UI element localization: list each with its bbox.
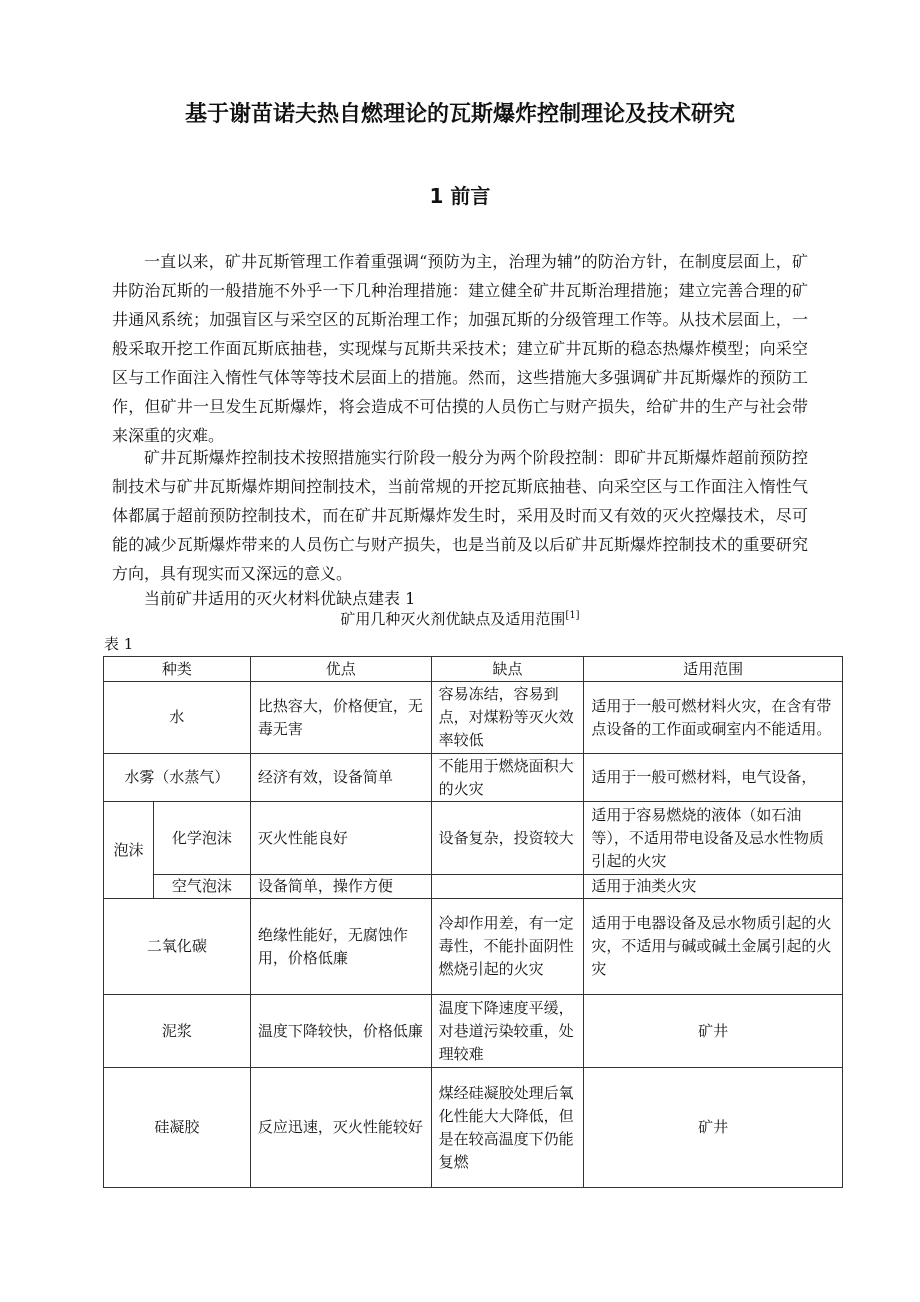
cons-cell: 煤经硅凝胶处理后氧化性能大大降低，但是在较高温度下仍能复燃	[431, 1068, 584, 1188]
scope-cell: 适用于容易燃烧的液体（如石油等），不适用带电设备及忌水性物质引起的火灾	[584, 802, 843, 875]
header-type: 种类	[104, 657, 251, 682]
table-row	[104, 899, 843, 995]
scope-cell: 矿井	[584, 1068, 843, 1188]
cons-cell: 设备复杂，投资较大	[431, 802, 584, 875]
group-cell: 泡沫	[104, 802, 154, 899]
table-caption-text: 矿用几种灭火剂优缺点及适用范围	[340, 610, 566, 628]
citation-ref: [1]	[565, 610, 580, 621]
header-pros: 优点	[250, 657, 431, 682]
paragraph-3: 当前矿井适用的灭火材料优缺点建表 1	[144, 589, 416, 608]
document-title: 基于谢苗诺夫热自燃理论的瓦斯爆炸控制理论及技术研究	[184, 102, 735, 127]
pros-cell: 绝缘性能好，无腐蚀作用，价格低廉	[250, 899, 431, 995]
paragraph-2: 矿井瓦斯爆炸控制技术按照措施实行阶段一般分为两个阶段控制：即矿井瓦斯爆炸超前预防控制技术与矿井瓦斯爆炸期间控制技术，当前常规的开挖瓦斯底抽巷、向采空区与工作面注入惰性气体都属于超前预防控制技术，而在矿井瓦斯爆炸发生时，采用及时而又有效的灭火控爆技术，尽可能的减少瓦斯爆炸带来的人员伤亡与财产损失，也是当前及以后矿井瓦斯爆炸控制技术的重要研究方向，具有现实而又深远的意义。	[112, 448, 808, 583]
pros-cell: 设备简单，操作方便	[250, 875, 431, 899]
type-cell: 水雾（水蒸气）	[104, 754, 251, 802]
scope-cell: 适用于油类火灾	[584, 875, 843, 899]
table-row	[104, 875, 843, 899]
cons-cell	[431, 875, 584, 899]
table-row	[104, 995, 843, 1068]
type-cell: 化学泡沫	[153, 802, 250, 875]
type-cell: 二氧化碳	[104, 899, 251, 995]
scope-cell: 适用于电器设备及忌水物质引起的火灾，不适用与碱或碱土金属引起的火灾	[584, 899, 843, 995]
table-row	[104, 1068, 843, 1188]
table-row	[104, 682, 843, 754]
scope-cell: 适用于一般可燃材料火灾，在含有带点设备的工作面或硐室内不能适用。	[584, 682, 843, 754]
table-caption	[0, 608, 920, 629]
pros-cell: 温度下降较快，价格低廉	[250, 995, 431, 1068]
table-row	[104, 754, 843, 802]
type-cell: 空气泡沫	[153, 875, 250, 899]
type-cell: 泥浆	[104, 995, 251, 1068]
cons-cell: 冷却作用差，有一定毒性，不能扑面阴性燃烧引起的火灾	[431, 899, 584, 995]
cons-cell: 容易冻结，容易到点，对煤粉等灭火效率较低	[431, 682, 584, 754]
pros-cell: 经济有效，设备简单	[250, 754, 431, 802]
pros-cell: 灭火性能良好	[250, 802, 431, 875]
section-heading: 1 前言	[429, 184, 491, 208]
paragraph-1: 一直以来，矿井瓦斯管理工作着重强调“预防为主，治理为辅”的防治方针，在制度层面上，矿井防治瓦斯的一般措施不外乎一下几种治理措施：建立健全矿井瓦斯治理措施；建立完善合理的矿井通风系统；加强盲区与采空区的瓦斯治理工作；加强瓦斯的分级管理工作等。从技术层面上，一般采取开挖工作面瓦斯底抽巷，实现煤与瓦斯共采技术；建立矿井瓦斯的稳态热爆炸模型；向采空区与工作面注入惰性气体等等技术层面上的措施。然而，这些措施大多强调矿井瓦斯爆炸的预防工作，但矿井一旦发生瓦斯爆炸，将会造成不可估摸的人员伤亡与财产损失，给矿井的生产与社会带来深重的灾难。	[112, 252, 808, 445]
table-header-row	[104, 657, 843, 682]
type-cell: 硅凝胶	[104, 1068, 251, 1188]
scope-cell: 适用于一般可燃材料，电气设备，	[584, 754, 843, 802]
type-cell: 水	[104, 682, 251, 754]
header-cons: 缺点	[431, 657, 584, 682]
table-label: 表 1	[104, 635, 134, 653]
header-scope: 适用范围	[584, 657, 843, 682]
pros-cell: 比热容大，价格便宜，无毒无害	[250, 682, 431, 754]
pros-cell: 反应迅速，灭火性能较好	[250, 1068, 431, 1188]
extinguishing-agents-table	[103, 656, 843, 1188]
cons-cell: 温度下降速度平缓，对巷道污染较重，处理较难	[431, 995, 584, 1068]
table-row	[104, 802, 843, 875]
scope-cell: 矿井	[584, 995, 843, 1068]
cons-cell: 不能用于燃烧面积大的火灾	[431, 754, 584, 802]
